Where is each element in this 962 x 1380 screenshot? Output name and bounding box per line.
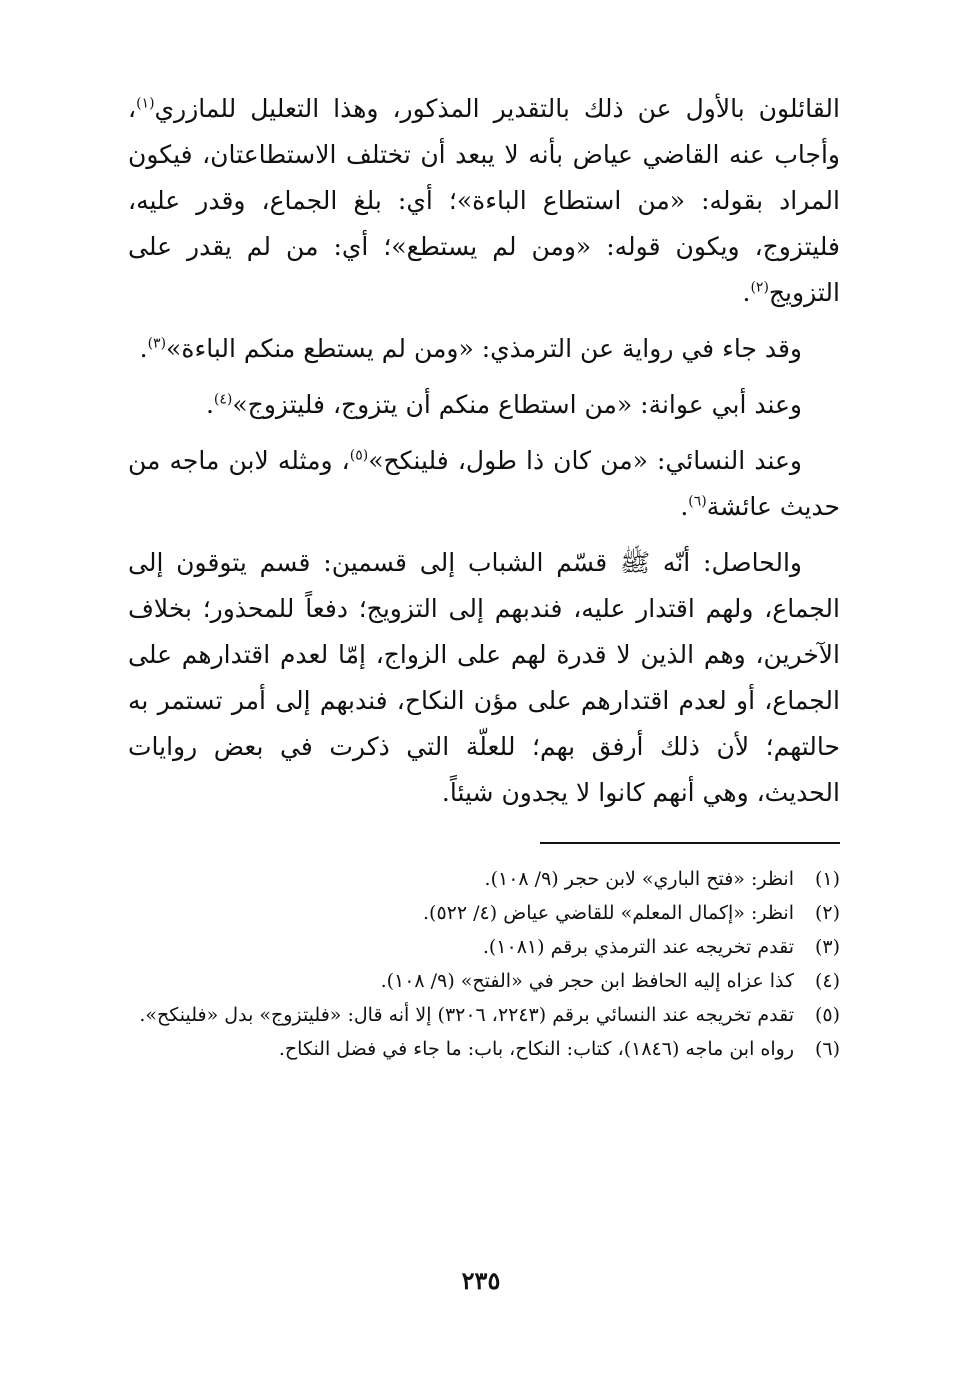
footnote-number: (٢) [814, 902, 840, 924]
book-page [128, 86, 840, 1316]
footnote-marker: (٦) [688, 493, 707, 510]
footnote-5 [128, 998, 840, 1032]
text-run: وقد جاء في رواية عن الترمذي: «ومن لم يستطع منكم الباءة» [166, 334, 802, 363]
footnote-marker: (١) [136, 95, 155, 112]
text-run: القائلون بالأول عن ذلك بالتقدير المذكور، وهذا التعليل للمازري [154, 94, 840, 123]
text-run: ، ومثله لابن ماجه من حديث عائشة [128, 446, 840, 521]
footnote-1 [128, 862, 840, 896]
paragraph-5 [128, 540, 840, 816]
paragraph-1 [128, 86, 840, 316]
footnote-marker: (٢) [750, 279, 769, 296]
page-number: ٢٣٥ [461, 1266, 501, 1295]
footnote-separator [540, 842, 840, 844]
footnote-6 [128, 1032, 840, 1066]
footnote-number: (٤) [814, 970, 840, 992]
footnote-3 [128, 930, 840, 964]
footnote-2 [128, 896, 840, 930]
footnote-text: رواه ابن ماجه (١٨٤٦)، كتاب: النكاح، باب: ما جاء في فضل النكاح. [278, 1038, 794, 1060]
paragraph-3 [128, 382, 840, 428]
footnote-text: انظر: «فتح الباري» لابن حجر (٩/ ١٠٨). [484, 868, 794, 890]
paragraph-2 [128, 326, 840, 372]
footnote-marker: (٤) [213, 391, 233, 408]
footnote-text: كذا عزاه إليه الحافظ ابن حجر في «الفتح» (٩/ ١٠٨). [380, 970, 794, 992]
text-run: وعند النسائي: «من كان ذا طول، فلينكح» [368, 446, 802, 475]
footnote-text: تقدم تخريجه عند الترمذي برقم (١٠٨١). [482, 936, 794, 958]
text-run: وعند أبي عوانة: «من استطاع منكم أن يتزوج، فليتزوج» [232, 390, 802, 419]
text-run: . [139, 334, 148, 363]
text-run: والحاصل: أنّه ﷺ قسّم الشباب إلى قسمين: قسم يتوقون إلى الجماع، ولهم اقتدار عليه، فندبهم إلى التزويج؛ دفعاً للمحذور؛ بخلاف الآخرين، وهم الذين لا قدرة لهم على الزواج، إمّا لعدم اقتدارهم على الجماع، أو لعدم اقتدارهم على مؤن النكاح، فندبهم إلى أمر تستمر به حالتهم؛ لأن ذلك أرفق بهم؛ للعلّة التي ذكرت في بعض روايات الحديث، وهي أنهم كانوا لا يجدون شيئاً. [128, 548, 840, 807]
footnote-4 [128, 964, 840, 998]
text-run: . [205, 390, 214, 419]
footnote-number: (٣) [814, 936, 840, 958]
footnote-text: تقدم تخريجه عند النسائي برقم (٢٢٤٣، ٣٢٠٦) إلا أنه قال: «فليتزوج» بدل «فلينكح». [139, 1004, 794, 1026]
text-run: . [742, 278, 751, 307]
footnote-marker: (٣) [147, 335, 167, 352]
text-run: . [680, 492, 689, 521]
footnote-number: (٦) [814, 1038, 840, 1060]
footnote-text: انظر: «إكمال المعلم» للقاضي عياض (٤/ ٥٢٢). [423, 902, 794, 924]
main-text [128, 86, 840, 816]
footnote-number: (١) [814, 868, 840, 890]
footnote-marker: (٥) [349, 447, 369, 464]
paragraph-4 [128, 438, 840, 530]
footnotes [128, 862, 840, 1066]
text-run: ، وأجاب عنه القاضي عياض بأنه لا يبعد أن تختلف الاستطاعتان، فيكون المراد بقوله: «من استطاع الباءة»؛ أي: بلغ الجماع، وقدر عليه، فليتزوج، ويكون قوله: «ومن لم يستطع»؛ أي: من لم يقدر على التزويج [128, 94, 840, 307]
footnote-number: (٥) [814, 1004, 840, 1026]
